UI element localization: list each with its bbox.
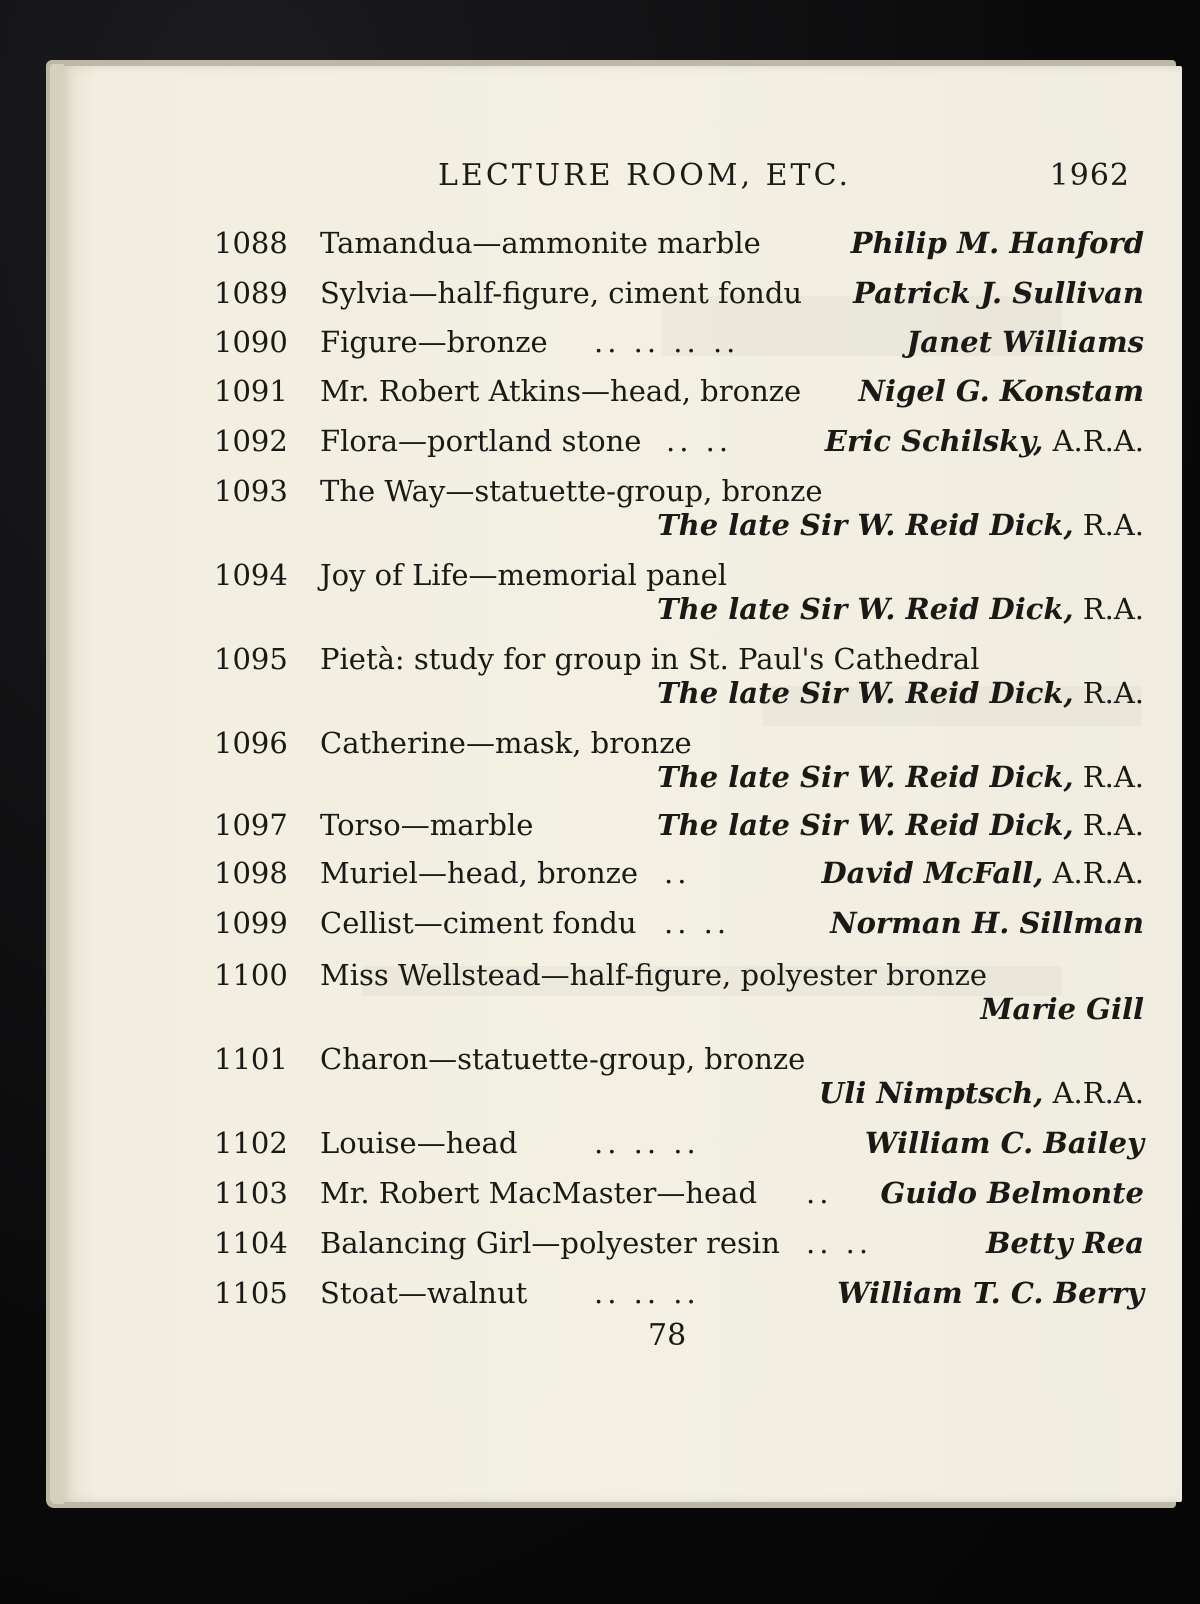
entry-artist: David McFall, A.R.A. bbox=[821, 856, 1144, 890]
entry-artist: The late Sir W. Reid Dick, R.A. bbox=[657, 808, 1144, 842]
entry-artist: Uli Nimptsch, A.R.A. bbox=[818, 1076, 1144, 1110]
entry-number: 1105 bbox=[214, 1276, 288, 1310]
entry-number: 1090 bbox=[214, 325, 288, 359]
catalogue-entry bbox=[214, 808, 1144, 842]
entry-artist: William C. Bailey bbox=[864, 1126, 1144, 1160]
catalogue-entry bbox=[214, 1042, 1144, 1110]
entry-artist: Betty Rea bbox=[985, 1226, 1144, 1260]
entry-title: The Way—statuette-group, bronze bbox=[320, 474, 823, 508]
section-title: LECTURE ROOM, ETC. bbox=[438, 158, 851, 193]
entry-title: Mr. Robert MacMaster—head bbox=[320, 1176, 758, 1210]
catalogue-entry bbox=[214, 276, 1144, 310]
catalogue-entry bbox=[214, 226, 1144, 260]
entry-title: Mr. Robert Atkins—head, bronze bbox=[320, 374, 802, 408]
entry-title: Cellist—ciment fondu bbox=[320, 906, 637, 940]
entry-title: Torso—marble bbox=[320, 808, 534, 842]
catalogue-entry bbox=[214, 726, 1144, 794]
leader-dots: .. .. .. .. bbox=[594, 325, 740, 359]
catalogue-entry bbox=[214, 1276, 1144, 1310]
entry-title: Tamandua—ammonite marble bbox=[320, 226, 761, 260]
leader-dots: .. .. bbox=[806, 1226, 873, 1260]
entry-number: 1094 bbox=[214, 558, 288, 592]
catalogue-entry bbox=[214, 374, 1144, 408]
entry-title: Charon—statuette-group, bronze bbox=[320, 1042, 806, 1076]
catalogue-entry bbox=[214, 325, 1144, 359]
entry-artist: Philip M. Hanford bbox=[850, 226, 1144, 260]
catalogue-entry bbox=[214, 1226, 1144, 1260]
entry-number: 1088 bbox=[214, 226, 288, 260]
entry-artist: The late Sir W. Reid Dick, R.A. bbox=[657, 676, 1144, 710]
catalogue-entry bbox=[214, 958, 1144, 1026]
catalogue-entry bbox=[214, 1176, 1144, 1210]
exhibition-year: 1962 bbox=[1049, 158, 1130, 193]
entry-number: 1089 bbox=[214, 276, 288, 310]
entry-number: 1095 bbox=[214, 642, 288, 676]
entry-title: Pietà: study for group in St. Paul's Cathedral bbox=[320, 642, 980, 676]
entry-title: Stoat—walnut bbox=[320, 1276, 528, 1310]
entry-title: Balancing Girl—polyester resin bbox=[320, 1226, 780, 1260]
entry-title: Flora—portland stone bbox=[320, 424, 642, 458]
entry-number: 1103 bbox=[214, 1176, 288, 1210]
entry-number: 1098 bbox=[214, 856, 288, 890]
entry-artist: Marie Gill bbox=[980, 992, 1144, 1026]
leader-dots: .. .. bbox=[664, 906, 731, 940]
leader-dots: .. .. .. bbox=[594, 1276, 700, 1310]
entry-number: 1102 bbox=[214, 1126, 288, 1160]
entry-artist: William T. C. Berry bbox=[837, 1276, 1144, 1310]
catalogue-entry bbox=[214, 1126, 1144, 1160]
entry-number: 1092 bbox=[214, 424, 288, 458]
entry-title: Sylvia—half-figure, ciment fondu bbox=[320, 276, 803, 310]
entry-artist: The late Sir W. Reid Dick, R.A. bbox=[657, 508, 1144, 542]
entry-title: Miss Wellstead—half-figure, polyester bronze bbox=[320, 958, 988, 992]
entry-number: 1097 bbox=[214, 808, 288, 842]
entry-title: Louise—head bbox=[320, 1126, 518, 1160]
leader-dots: .. bbox=[806, 1176, 833, 1210]
page-number: 78 bbox=[648, 1318, 687, 1353]
entry-artist: Eric Schilsky, A.R.A. bbox=[824, 424, 1144, 458]
leader-dots: .. bbox=[664, 856, 691, 890]
entry-artist: Janet Williams bbox=[906, 325, 1144, 359]
entry-artist: Guido Belmonte bbox=[880, 1176, 1144, 1210]
entry-number: 1101 bbox=[214, 1042, 288, 1076]
entry-title: Figure—bronze bbox=[320, 325, 548, 359]
entry-number: 1096 bbox=[214, 726, 288, 760]
catalogue-entry bbox=[214, 424, 1144, 458]
entry-title: Joy of Life—memorial panel bbox=[320, 558, 728, 592]
entry-number: 1100 bbox=[214, 958, 288, 992]
entry-artist: Patrick J. Sullivan bbox=[853, 276, 1144, 310]
entry-number: 1099 bbox=[214, 906, 288, 940]
entry-artist: Norman H. Sillman bbox=[830, 906, 1144, 940]
entry-number: 1091 bbox=[214, 374, 288, 408]
entry-number: 1093 bbox=[214, 474, 288, 508]
catalogue-entry bbox=[214, 856, 1144, 890]
catalogue-entry bbox=[214, 474, 1144, 542]
catalogue-entry bbox=[214, 642, 1144, 710]
entry-artist: The late Sir W. Reid Dick, R.A. bbox=[657, 760, 1144, 794]
catalogue-entry bbox=[214, 906, 1144, 940]
entry-number: 1104 bbox=[214, 1226, 288, 1260]
entry-title: Muriel—head, bronze bbox=[320, 856, 639, 890]
catalogue-entry bbox=[214, 558, 1144, 626]
entry-title: Catherine—mask, bronze bbox=[320, 726, 692, 760]
entry-artist: Nigel G. Konstam bbox=[858, 374, 1144, 408]
leader-dots: .. .. bbox=[666, 424, 733, 458]
leader-dots: .. .. .. bbox=[594, 1126, 700, 1160]
entry-artist: The late Sir W. Reid Dick, R.A. bbox=[657, 592, 1144, 626]
